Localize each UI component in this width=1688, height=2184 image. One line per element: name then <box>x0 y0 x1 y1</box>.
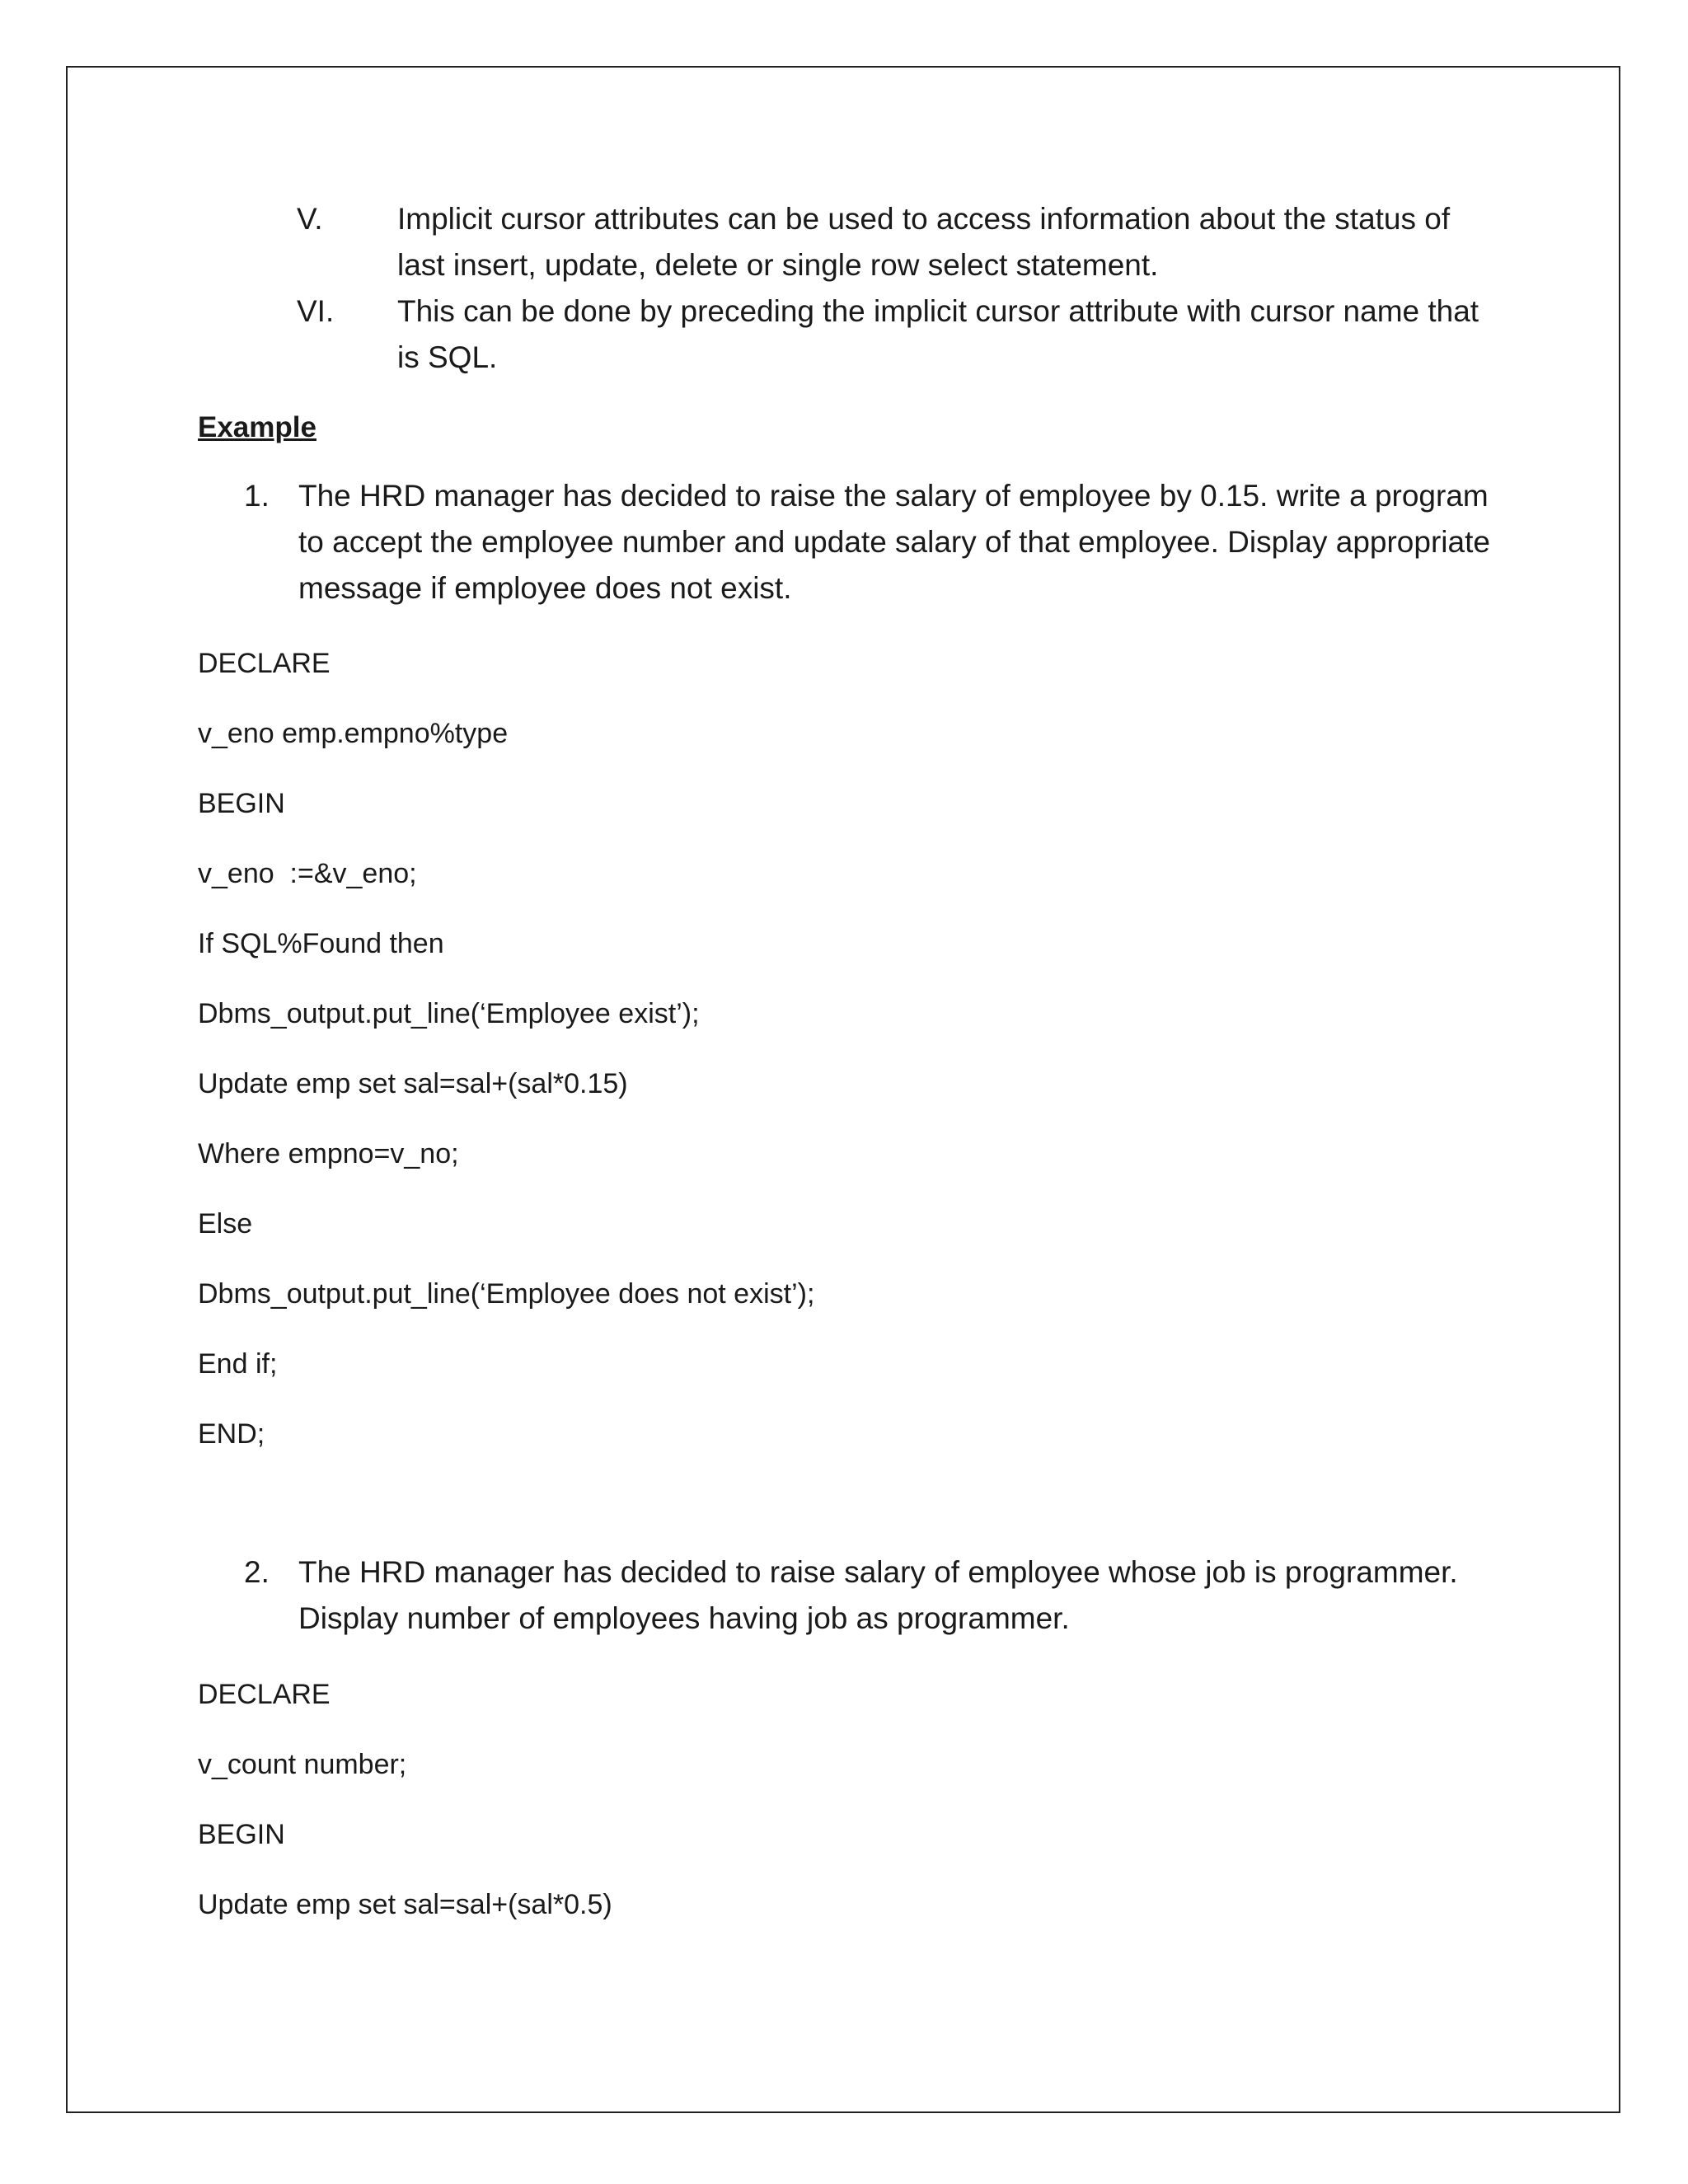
code-line: DECLARE <box>198 648 331 679</box>
example-number: 1. <box>244 479 270 513</box>
example-number: 2. <box>244 1555 270 1589</box>
list-item-text: Implicit cursor attributes can be used to access information about the status of last insert, update, delete or single row select statement. <box>397 202 1451 282</box>
example-2-question <box>244 1549 1497 1642</box>
example-1-question <box>244 473 1497 612</box>
code-line: END; <box>198 1418 265 1450</box>
code-line: If SQL%Found then <box>198 928 444 959</box>
code-line: End if; <box>198 1348 278 1380</box>
list-item-number: V. <box>297 202 323 236</box>
code-line: Dbms_output.put_line(‘Employee does not exist’); <box>198 1278 815 1310</box>
code-line: v_count number; <box>198 1749 407 1780</box>
list-item <box>297 196 1500 288</box>
code-line: DECLARE <box>198 1679 331 1710</box>
example-2-code <box>198 1677 612 1957</box>
list-item-number: VI. <box>297 294 335 328</box>
example-1-code <box>198 646 814 1487</box>
roman-list <box>297 196 1500 381</box>
code-line: BEGIN <box>198 788 285 819</box>
example-text: The HRD manager has decided to raise salary of employee whose job is programmer. Display number of employees having job as programmer. <box>298 1555 1458 1635</box>
code-line: BEGIN <box>198 1819 285 1850</box>
code-line: v_eno :=&v_eno; <box>198 858 417 889</box>
list-item-text: This can be done by preceding the implicit cursor attribute with cursor name that is SQL. <box>397 294 1479 374</box>
section-heading: Example <box>198 411 316 443</box>
code-line: Dbms_output.put_line(‘Employee exist’); <box>198 998 700 1029</box>
code-line: Update emp set sal=sal+(sal*0.5) <box>198 1889 612 1920</box>
code-line: Where empno=v_no; <box>198 1138 459 1169</box>
code-line: Update emp set sal=sal+(sal*0.15) <box>198 1068 628 1099</box>
code-line: Else <box>198 1208 253 1240</box>
list-item <box>297 288 1500 381</box>
example-text: The HRD manager has decided to raise the salary of employee by 0.15. write a program to accept the employee number and update salary of that employee. Display appropriate message if employee does not exist. <box>298 479 1490 605</box>
code-line: v_eno emp.empno%type <box>198 718 509 749</box>
